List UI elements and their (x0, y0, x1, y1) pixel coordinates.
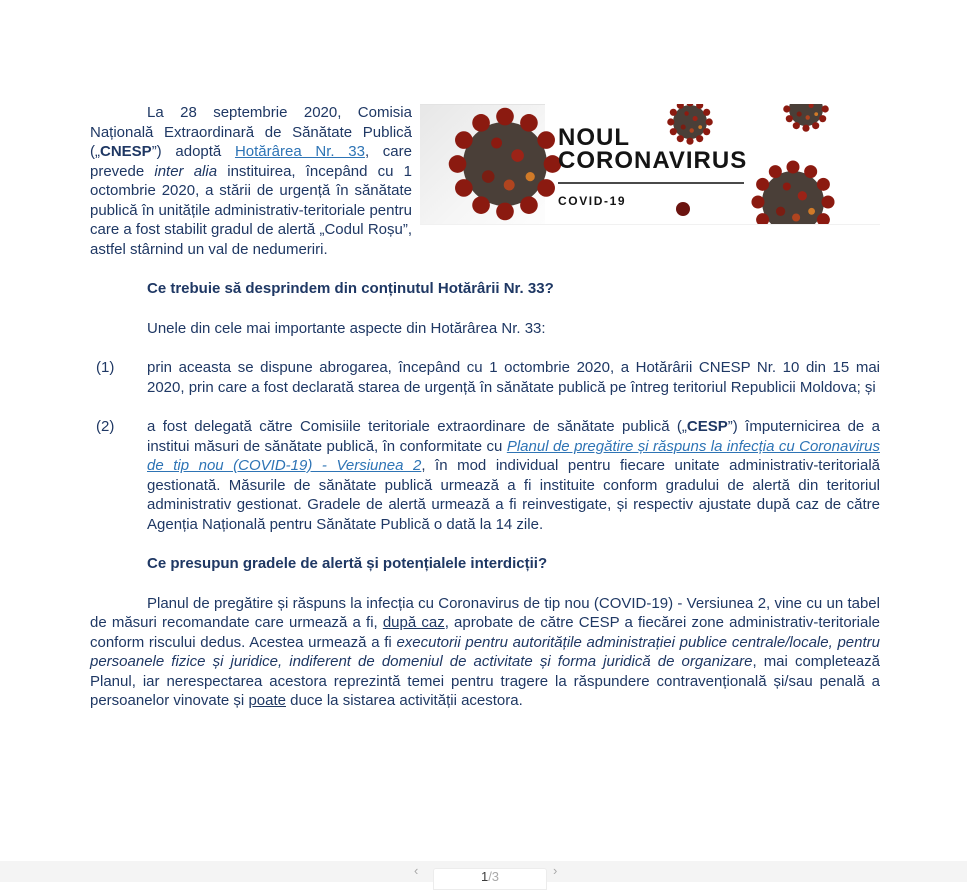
list-item-1 (90, 358, 880, 397)
next-page-icon[interactable]: › (553, 863, 558, 878)
previous-page-icon[interactable]: ‹ (414, 863, 419, 878)
coronavirus-banner-image (420, 104, 880, 225)
current-page: 1 (480, 869, 489, 884)
text-run-italic: inter alia (154, 162, 218, 180)
text-run: ”) împuternicirea de a institui măsuri de sănătate publică, în conformitate cu (147, 418, 880, 455)
text-run-italic: executorii pentru autoritățile administrației publice centrale/locale, pentru persoanele fizice și juridice, indiferent de domeniul de activitate și forma juridică de organizare (90, 633, 880, 670)
text-run: , aprobate de către CESP a fiecărei zone administrativ-teritoriale conform riscului dedus. Acestea urmează a fi (90, 614, 881, 651)
banner-divider (558, 182, 744, 184)
banner-title-line1: NOUL (558, 124, 630, 151)
text-run-underline: după caz (382, 614, 445, 631)
text-run-underline: poate (248, 692, 286, 709)
banner-text-block (558, 126, 747, 212)
text-run: La 28 septembrie 2020, Comisia Națională Extraordinară de Sănătate Publică („ (90, 104, 412, 160)
pager-bar (0, 861, 967, 882)
link-planul-de-pregatire[interactable]: Planul de pregătire și răspuns la infecția cu Coronavirus de tip nou (COVID-19) - Versiunea 2 (147, 437, 880, 474)
text-run: , mai completează Planul, iar nerespectarea acestora reprezintă temei pentru tragere la răspundere contravențională și/sau penală a persoanelor vinovate și (90, 653, 880, 709)
text-run: duce la sistarea activității acestora. (285, 692, 523, 709)
paragraph-intro (90, 103, 880, 259)
text-run: ”) adoptă (151, 143, 235, 160)
document-body (90, 103, 880, 731)
text-run: Planul de pregătire și răspuns la infecția cu Coronavirus de tip nou (COVID-19) - Versiunea 2, vine cu un tabel de măsuri recomandate care urmează a fi, (90, 594, 880, 631)
paragraph-aspecte: Unele din cele mai importante aspecte din Hotărârea Nr. 33: (147, 319, 546, 337)
list-number: (1) (96, 359, 115, 376)
list-number: (2) (96, 418, 115, 435)
paragraph-plan (90, 594, 880, 711)
list-item-2 (90, 417, 880, 534)
text-run: , în mod individual pentru fiecare unitate administrativ-teritorială gestionată. Măsurile de sănătate publică urmează a fi instituite conform gradului de alertă din teritoriul administrativ gestionat. Gradele de alertă urmează a fi reinvestigate, și respectiv ajustate după caz de către Agenția Națională pentru Sănătate Publică o dată la 14 zile. (147, 457, 881, 533)
heading-continut-hotararii: Ce trebuie să desprindem din conținutul Hotărârii Nr. 33? (147, 280, 554, 297)
link-hotararea-nr-33[interactable]: Hotărârea Nr. 33 (234, 143, 365, 160)
page-number-input[interactable] (433, 868, 547, 890)
heading-grade-alerta: Ce presupun gradele de alertă și potențialele interdicții? (147, 555, 548, 572)
banner-title-line2: CORONAVIRUS (558, 147, 748, 174)
text-run: instituirea, începând cu 1 octombrie 2020, a stării de urgență în sănătate publică în unitățile administrativ-teritoriale pentru care a fost stabilit gradul de alertă „Codul Roșu”, astfel stârnind un val de nedumeriri. (90, 162, 412, 258)
total-pages: /3 (488, 869, 500, 884)
text-run-bold-cesp: CESP (686, 418, 728, 435)
text-run: prin aceasta se dispune abrogarea, începând cu 1 octombrie 2020, a Hotărârii CNESP Nr. 10 din 15 mai 2020, prin care a fost declarată starea de urgență în sănătate publică pe întreg teritoriul Republicii Moldova; și (147, 359, 880, 396)
banner-subtitle: COVID-19 (558, 194, 627, 208)
text-run-bold-cnesp: CNESP (100, 143, 152, 160)
text-run: a fost delegată către Comisiile teritoriale extraordinare de sănătate publică („ (147, 418, 687, 435)
text-run: , care prevede (90, 143, 412, 180)
